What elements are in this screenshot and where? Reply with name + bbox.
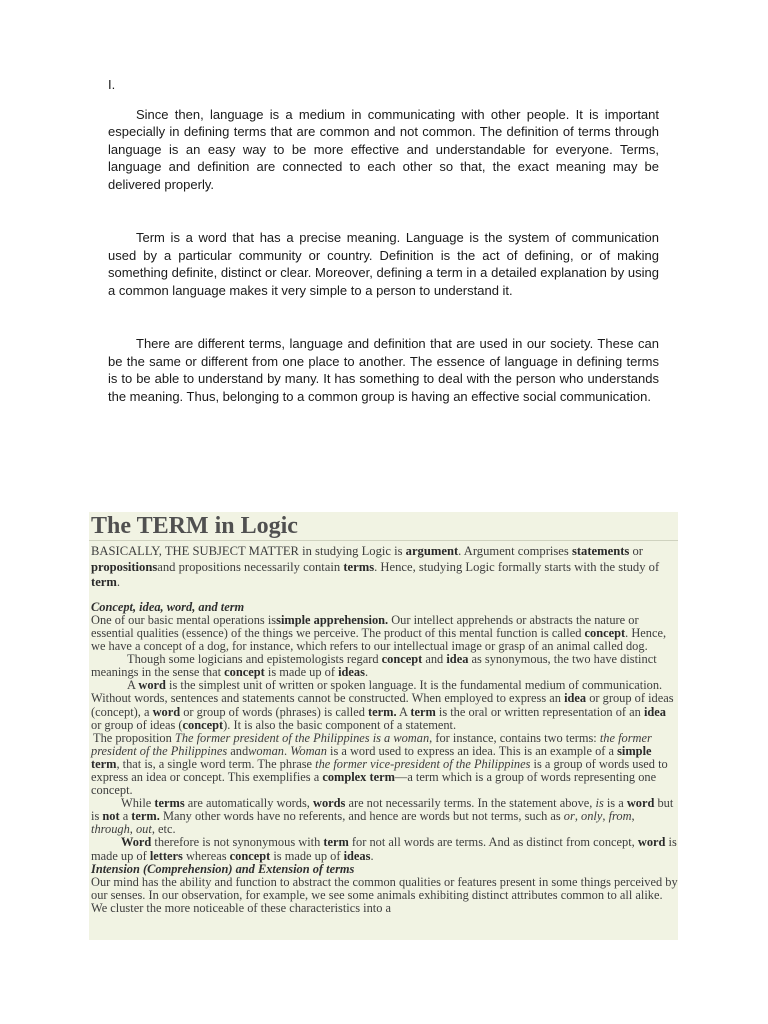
text-run: is the oral or written representation of an (435, 704, 644, 719)
intro-text: BASICALLY, THE SUBJECT MATTER in studying Logic is (91, 544, 406, 558)
text-run: are not necessarily terms. In the statement above, (345, 796, 596, 811)
bold-run: complex term (322, 770, 395, 784)
text-run: , (129, 822, 136, 837)
logic-paragraph-1 (91, 614, 678, 653)
bold-run: ideas (338, 665, 365, 680)
text-run: for not all words are terms. And as distinct from concept, (348, 835, 638, 850)
text-run: , (602, 809, 609, 824)
italic-run: through (91, 822, 130, 837)
logic-excerpt (89, 512, 678, 940)
text-run: is made up of (270, 848, 344, 863)
text-run: is made up of (91, 835, 677, 863)
text-run: is the simplest unit of written or spoken language. It is the fundamental medium of communication. Without words, sentences and statements cannot be constructed. When employed to express an (91, 678, 663, 706)
essay-section (108, 76, 659, 405)
logic-paragraph-7: Our mind has the ability and function to abstract the common qualities or features present in some things perceived by our senses. In our observation, for example, we see some animals exhibiting distinct attributes common to all alike. We cluster the more noticeable of these characteristics into a (91, 874, 678, 915)
bold-run: simple apprehension. (276, 612, 389, 627)
intro-bold: term (91, 575, 117, 590)
text-run: or group of ideas (concept), a (91, 691, 674, 719)
italic-run: out (135, 822, 152, 837)
intro-bold: propositions (91, 559, 158, 574)
bold-run: term (410, 704, 436, 719)
text-run: are automatically words, (184, 796, 313, 811)
subheading-intension: Intension (Comprehension) and Extension of terms (91, 861, 355, 876)
essay-paragraph-2: Term is a word that has a precise meaning. Language is the system of communication used by a particular community or country. Definition is the act of defining, or of making something definite, distinct or clear. Moreover, defining a term in a detailed explanation by using a common language makes it very simple to a person to understand it. (108, 230, 659, 298)
text-run: A (396, 704, 411, 719)
text-run: , for instance, contains two terms: (429, 730, 600, 745)
bold-run: idea (446, 652, 469, 667)
bold-run: concept (381, 652, 423, 667)
text-run: therefore is not synonymous with (151, 835, 324, 850)
italic-run: the former vice-president of the Philippines (315, 756, 531, 771)
text-run: , that is, a single word term. The phrase (116, 756, 316, 771)
text-run: A (127, 678, 139, 693)
logic-paragraph-4 (91, 732, 678, 797)
logic-paragraph-2 (91, 653, 678, 679)
italic-run: or (563, 809, 575, 824)
intro-text: . Argument comprises (458, 544, 572, 558)
intro-text: . (116, 575, 121, 590)
text-run: Though some logicians and epistemologists regard (127, 652, 382, 667)
italic-run: only (581, 809, 603, 824)
intro-text: or (629, 544, 643, 558)
intro-text: and propositions necessarily contain (157, 559, 344, 574)
italic-run: woman (248, 743, 284, 758)
bold-run: idea (643, 704, 666, 719)
bold-run: concept (224, 665, 265, 680)
bold-run: concept (584, 625, 626, 640)
bold-run: concept (182, 717, 224, 732)
text-run: . Hence, we have a concept of a dog, for instance, which refers to our intellectual image or grasp of an animal called dog. (91, 625, 667, 654)
bold-run: simple term (91, 743, 652, 771)
italic-run: is (595, 796, 604, 811)
text-run: is a (603, 796, 627, 811)
bold-run: idea (564, 691, 587, 706)
bold-run: word (138, 678, 166, 693)
logic-intro (91, 544, 678, 591)
text-run: The proposition (93, 730, 175, 745)
essay-paragraph-1: Since then, language is a medium in communicating with other people. It is important especially in defining terms that are common and not common. The definition of terms through language is an easy way to be more effective and understandable for everyone. Terms, language and definition are connected to each other so that, the exact meaning may be delivered properly. (108, 106, 659, 192)
text-run: is made up of (264, 665, 339, 680)
bold-run: word (637, 835, 666, 850)
text-run: but is (91, 796, 674, 824)
bold-run: word (626, 796, 655, 811)
text-run: While (121, 796, 155, 811)
text-run: and (227, 743, 249, 758)
bold-run: term (323, 835, 349, 850)
logic-paragraph-5 (91, 797, 678, 836)
italic-run: the former president of the Philippines (91, 730, 652, 758)
italic-run: Woman (290, 743, 327, 758)
section-marker: I. (108, 77, 116, 92)
text-run: or group of ideas ( (91, 717, 183, 732)
italic-run: from (608, 809, 632, 824)
subheading-concept: Concept, idea, word, and term (91, 599, 245, 614)
text-run: whereas (182, 848, 230, 863)
intro-bold: terms (343, 559, 375, 574)
bold-run: ideas (343, 848, 371, 863)
intro-bold: statements (571, 544, 630, 558)
text-run: , (631, 809, 635, 824)
text-run: ). It is also the basic component of a statement. (223, 717, 457, 732)
text-run: . (364, 665, 369, 680)
bold-run: term. (131, 809, 160, 824)
bold-run: words (313, 796, 346, 811)
text-run: is a word used to express an idea. This is an example of a (326, 743, 618, 758)
text-run: One of our basic mental operations is (91, 612, 277, 627)
bold-run: terms (154, 796, 185, 811)
italic-run: The former president of the Philippines is a woman (174, 730, 430, 745)
text-run: , (574, 809, 582, 824)
text-run: a (119, 809, 132, 824)
text-run: , etc. (151, 822, 176, 837)
bold-run: Word (121, 835, 152, 850)
bold-run: not (102, 809, 120, 824)
text-run: —a term which is a group of words representing one concept. (91, 770, 657, 798)
text-run: is a group of words used to express an idea or concept. This exemplifies a (91, 756, 668, 784)
text-run: and (422, 652, 447, 667)
text-run: as synonymous, the two have distinct meanings in the sense that (91, 652, 657, 680)
bold-run: term. (368, 704, 397, 719)
intro-bold: argument (405, 544, 459, 558)
logic-paragraph-6 (91, 836, 678, 862)
bold-run: concept (229, 848, 271, 863)
text-run: Many other words have no referents, and hence are words but not terms, such as (159, 809, 564, 824)
logic-title: The TERM in Logic (89, 512, 678, 541)
bold-run: letters (149, 848, 183, 863)
logic-paragraph-3 (91, 679, 678, 731)
text-run: . (370, 848, 374, 863)
text-run: or group of words (phrases) is called (180, 704, 368, 719)
essay-paragraph-3: There are different terms, language and definition that are used in our society. These can be the same or different from one place to another. The essence of language in defining terms is to be able to understand by many. It has something to deal with the person who understands the meaning. Thus, belonging to a common group is having an effective social communication. (108, 336, 659, 404)
text-run: . (283, 743, 291, 758)
text-run: Our intellect apprehends or abstracts the nature or essential qualities (essence) of the things we perceive. The product of this mental function is called (91, 612, 639, 640)
bold-run: word (152, 704, 181, 719)
intro-text: . Hence, studying Logic formally starts with the study of (374, 559, 660, 574)
